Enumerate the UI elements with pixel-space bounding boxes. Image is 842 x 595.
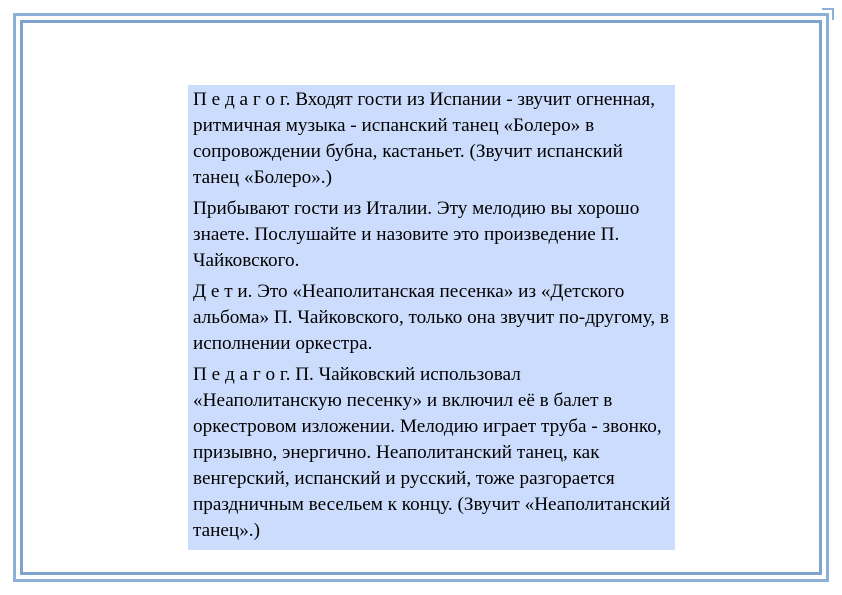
- paragraph-guests-italy: Прибывают гости из Италии. Эту мелодию вы хорошо знаете. Послушайте и назовите это произведение П. Чайковского.: [193, 198, 640, 271]
- frame-corner-decoration: [822, 8, 834, 20]
- paragraph-teacher-neapolitan: П е д а г о г. П. Чайковский использовал «Неаполитанскую песенку» и включил её в балет в оркестровом изложении. Мелодию играет труба - звонко, призывно, энергично. Неаполитанский танец, как венгерский, испанский и русский, тоже разгорается праздничным весельем к концу. (Звучит «Неаполитанский танец».): [193, 364, 671, 541]
- text-block: [188, 85, 675, 550]
- paragraph-children-answer: Д е т и. Это «Неаполитанская песенка» из «Детского альбома» П. Чайковского, только она звучит по-другому, в исполнении оркестра.: [193, 281, 669, 354]
- paragraph-teacher-spain: П е д а г о г. Входят гости из Испании - звучит огненная, ритмичная музыка - испанский танец «Болеро» в сопровождении бубна, кастаньет. (Звучит испанский танец «Болеро».): [193, 89, 656, 188]
